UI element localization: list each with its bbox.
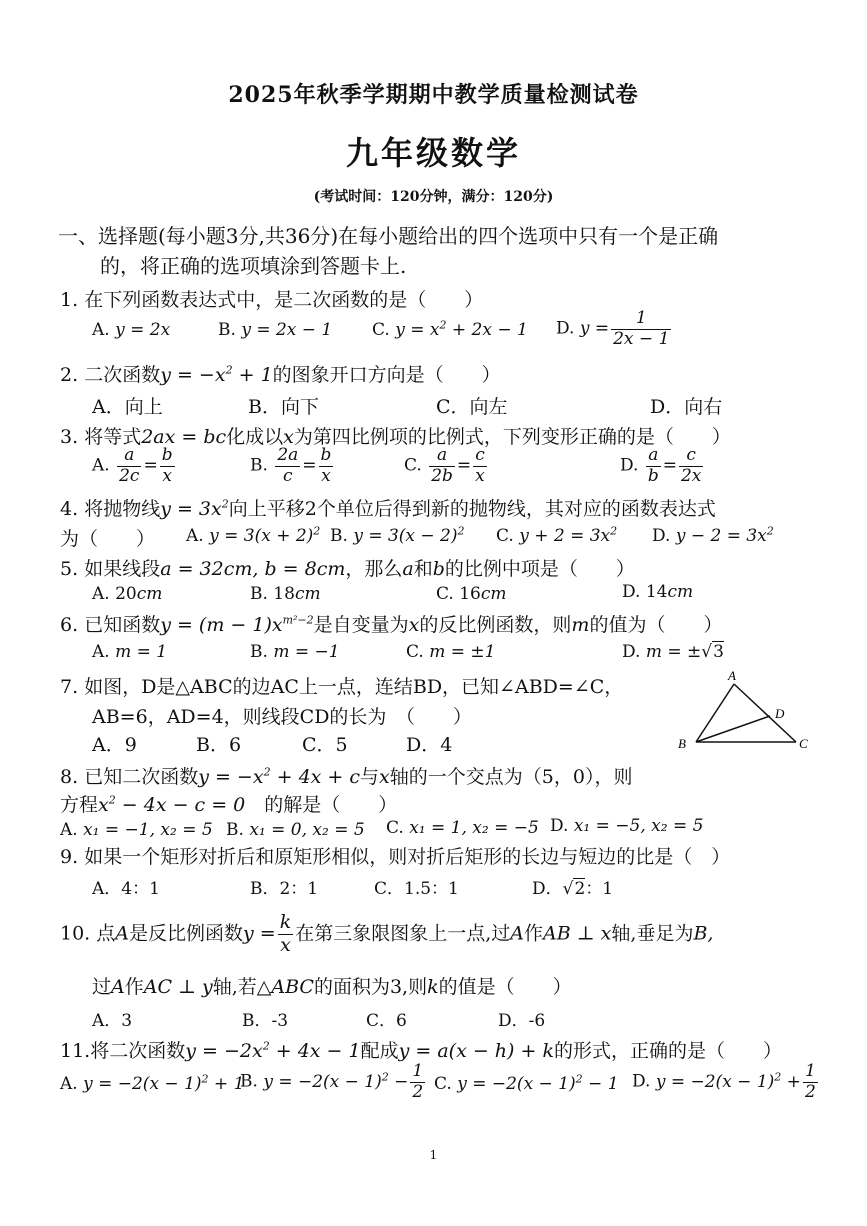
label-a: A (728, 668, 736, 683)
question-4-line2: 为（ ） (60, 528, 156, 550)
q9-option-a: A．4：1 (92, 879, 160, 899)
q1-option-d: D. y = $\frac{1}{2x - 1}$ (556, 308, 670, 349)
q4-option-a: A. $y = 3(x + 2)^2$ (186, 524, 321, 546)
q8-option-a: A. x₁ = −1, x₂ = 5 (60, 820, 213, 840)
q7-option-a: A．9 (92, 734, 137, 756)
label-c: C (799, 736, 808, 751)
q6-option-d: D. m = ±√3 (622, 642, 724, 662)
section-heading-line2: 的，将正确的选项填涂到答题卡上. (100, 254, 407, 278)
q2-option-a: A．向上 (92, 396, 163, 418)
q5-option-c: C. 16cm (436, 584, 507, 604)
q9-option-c: C．1.5：1 (374, 879, 459, 899)
question-5: 5. 如果线段a = 32cm, b = 8cm，那么a和b的比例中项是（ ） (60, 558, 635, 580)
q2-option-b: B．向下 (248, 396, 319, 418)
q4-option-d: D. $y - 2 = 3x^2$ (652, 524, 774, 546)
triangle-figure (672, 664, 822, 754)
question-7: 7. 如图，D是△ABC的边AC上一点，连结BD，已知∠ABD=∠C， (60, 676, 624, 698)
q5-option-b: B. 18cm (250, 584, 321, 604)
q9-option-d: D．√2：1 (532, 879, 614, 899)
question-number: 1. (60, 289, 79, 311)
q11-option-b: B. $y = -2(x - 1)^2$ − $\frac{1}{2}$ (240, 1061, 424, 1102)
exam-info: (考试时间：120分钟，满分：120分) (313, 189, 554, 205)
q4-option-c: C. $y + 2 = 3x^2$ (496, 524, 618, 546)
question-2: 2. 二次函数$y = -x^2 + 1$的图象开口方向是（ ） (60, 363, 501, 386)
question-stem: 在下列函数表达式中，是二次函数的是（ ） (84, 289, 484, 311)
q10-option-b: B．-3 (242, 1011, 289, 1031)
q2-option-d: D．向右 (650, 396, 723, 418)
q10-option-c: C．6 (366, 1011, 407, 1031)
subject-title: 九年级数学 (345, 134, 521, 172)
section-heading-line1: 一、选择题(每小题3分,共36分)在每小题给出的四个选项中只有一个是正确 (58, 224, 719, 248)
q10-option-d: D．-6 (498, 1011, 546, 1031)
q2-option-c: C．向左 (436, 396, 508, 418)
segment-bd (696, 716, 770, 742)
q7-option-b: B．6 (196, 734, 242, 756)
q7-option-d: D．4 (406, 734, 453, 756)
q8-option-b: B. x₁ = 0, x₂ = 5 (226, 820, 365, 840)
q3-option-a: A. $\frac{a}{2c}$ = $\frac{b}{x}$ (92, 445, 173, 486)
q11-option-a: A. $y = -2(x - 1)^2 + 1$ (60, 1072, 245, 1094)
q4-option-b: B. $y = 3(x - 2)^2$ (330, 524, 465, 546)
q5-option-a: A. 20cm (92, 584, 163, 604)
q11-option-d: D. $y = -2(x - 1)^2$ + $\frac{1}{2}$ (632, 1061, 816, 1102)
label-d: D (775, 706, 785, 721)
q7-option-c: C．5 (302, 734, 348, 756)
q5-option-d: D. 14cm (622, 582, 694, 602)
q3-option-b: B. $\frac{2a}{c}$ = $\frac{b}{x}$ (250, 445, 332, 486)
q11-option-c: C. $y = -2(x - 1)^2 - 1$ (434, 1072, 619, 1094)
question-8-line2: 方程$x^2 - 4x - c = 0$ 的解是（ ） (60, 793, 398, 816)
q6-option-b: B. m = −1 (250, 642, 340, 662)
question-1 (60, 285, 483, 312)
question-10-line2: 过A作AC ⊥ y轴,若△ABC的面积为3,则k的值是（ ） (92, 976, 572, 998)
label-b: B (678, 736, 686, 751)
page-number: 1 (429, 1148, 438, 1162)
q8-option-c: C. x₁ = 1, x₂ = −5 (386, 818, 539, 838)
q1-option-c: C. $y = x^2 + 2x - 1$ (372, 318, 528, 340)
q6-option-c: C. m = ±1 (406, 642, 496, 662)
question-10: 10. 点A是反比例函数y = $\frac{k}{x}$ 在第三象限图象上一点,过A作AB ⊥ x轴,垂足为B, (60, 911, 714, 956)
q8-option-d: D. x₁ = −5, x₂ = 5 (550, 816, 704, 836)
q10-option-a: A．3 (92, 1011, 133, 1031)
question-4: 4. 将抛物线$y = 3x^2$向上平移2个单位后得到新的抛物线，其对应的函数表达式 (60, 497, 716, 520)
q9-option-b: B．2：1 (250, 879, 319, 899)
q3-option-c: C. $\frac{a}{2b}$ = $\frac{c}{x}$ (404, 445, 485, 486)
question-3: 3. 将等式2ax = bc化成以x为第四比例项的比例式，下列变形正确的是（ ） (60, 426, 731, 448)
exam-title: 2025年秋季学期期中教学质量检测试卷 (228, 82, 639, 108)
q1-option-a: A. y = 2x (92, 320, 171, 340)
side-ac (734, 684, 796, 742)
question-9: 9. 如果一个矩形对折后和原矩形相似，则对折后矩形的长边与短边的比是（ ） (60, 846, 731, 868)
q6-option-a: A. m = 1 (92, 642, 168, 662)
question-8: 8. 已知二次函数$y = -x^2 + 4x + c$与x轴的一个交点为（5，0），则 (60, 765, 633, 788)
question-11: 11.将二次函数$y = -2x^2 + 4x - 1$配成y = a(x − h) + k的形式，正确的是（ ） (60, 1039, 782, 1062)
q1-option-b: B. y = 2x − 1 (218, 320, 333, 340)
q3-option-d: D. $\frac{a}{b}$ = $\frac{c}{2x}$ (620, 445, 702, 486)
question-7-line2: AB=6，AD=4，则线段CD的长为 （ ） (92, 706, 472, 728)
question-6: 6. 已知函数$y = (m - 1)x^{m^2-2}$是自变量为x的反比例函数，则m的值为（ ） (60, 613, 723, 636)
side-ab (696, 684, 734, 742)
